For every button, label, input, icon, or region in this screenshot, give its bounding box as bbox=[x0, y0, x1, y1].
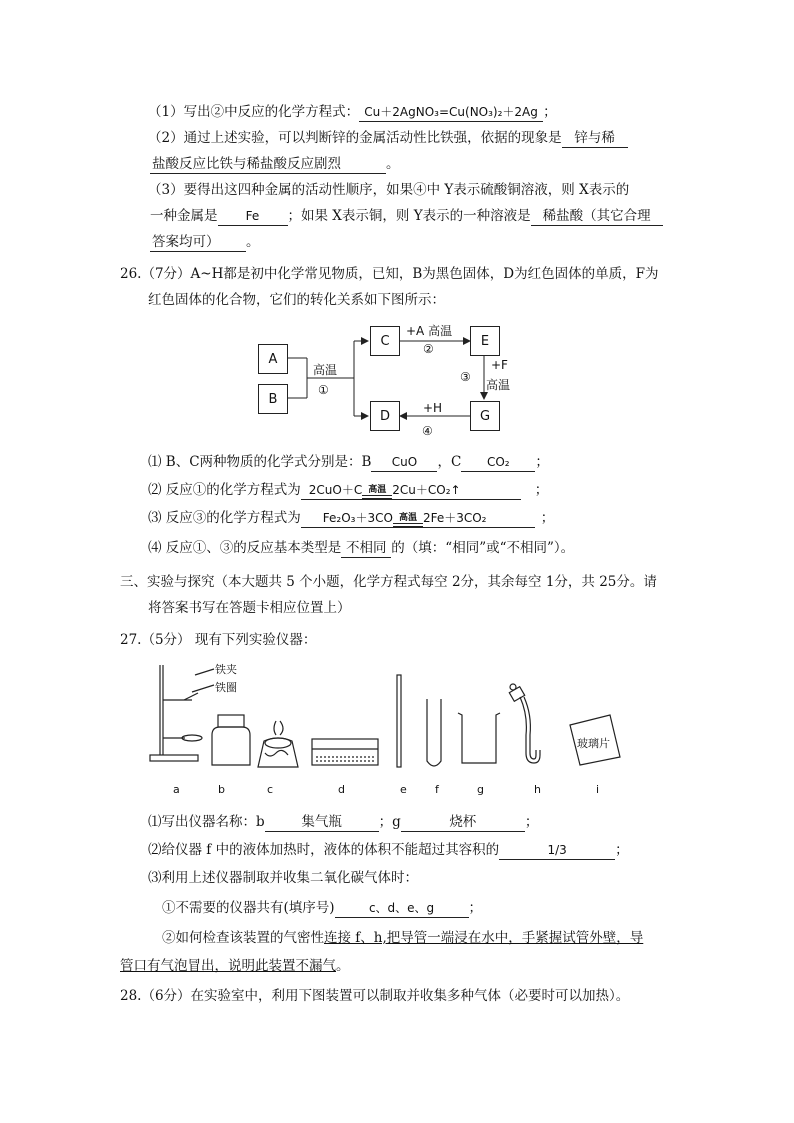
q27-intro: 27.（5分） 现有下列实验仪器： bbox=[120, 632, 317, 648]
letter-c: c bbox=[267, 783, 274, 796]
q25-p3-solution-answer-a: 稀盐酸（其它合理 bbox=[531, 207, 663, 226]
q26-sub2 bbox=[148, 480, 548, 500]
q25-p3-l2-prompt: 一种金属是 bbox=[150, 208, 218, 224]
q25-part2 bbox=[148, 128, 628, 148]
q27-s1-prompt: ⑴写出仪器名称：b bbox=[148, 814, 265, 830]
node-g: G bbox=[470, 401, 500, 431]
letter-f: f bbox=[435, 783, 439, 796]
letter-i: i bbox=[596, 783, 600, 796]
label-iron-ring: 铁圈 bbox=[215, 681, 237, 694]
eq3-cond-text: 高温 bbox=[398, 513, 417, 523]
r3-reactant: +F bbox=[491, 358, 508, 372]
q25-part2-cont bbox=[150, 154, 400, 174]
q26-intro-line2: 红色固体的化合物，它们的转化关系如下图所示： bbox=[148, 292, 445, 308]
node-a: A bbox=[258, 344, 288, 374]
eq3-right: 2Fe＋3CO₂ bbox=[422, 511, 487, 525]
node-b: B bbox=[258, 384, 288, 414]
q27-s3b-prompt: ②如何检查该装置的气密性 bbox=[162, 930, 324, 946]
q27-sub3b-cont bbox=[120, 956, 350, 976]
eq1-left: 2CuO＋C bbox=[308, 483, 363, 497]
q27-sub3a bbox=[162, 898, 482, 918]
q27-s2-prompt: ⑵给仪器 f 中的液体加热时，液体的体积不能超过其容积的 bbox=[148, 842, 500, 858]
letter-d: d bbox=[338, 783, 345, 796]
q25-p1-prompt: （1）写出②中反应的化学方程式： bbox=[148, 104, 360, 120]
q27-airtight-answer-a: 连接 f、h,把导管一端浸在水中，手紧握试管外壁，导 bbox=[324, 930, 644, 946]
q27-b-answer: 集气瓶 bbox=[265, 813, 379, 832]
section3-heading: 三、实验与探究（本大题共 5 个小题，化学方程式每空 2分，其余每空 1分，共 25分。请 bbox=[120, 574, 657, 590]
r2-number: ② bbox=[423, 342, 434, 356]
eq3-left: Fe₂O₃＋3CO bbox=[322, 511, 393, 525]
q26-sub4 bbox=[148, 538, 574, 558]
q27-unneeded-answer: c、d、e、g bbox=[335, 899, 469, 918]
q25-part3-line2 bbox=[150, 206, 663, 226]
q25-p3-l2-mid: ；如果 X表示铜，则 Y表示的一种溶液是 bbox=[287, 208, 531, 224]
q26-s1-mid: ，C bbox=[437, 454, 462, 470]
q28-intro: 28.（6分）在实验室中，利用下图装置可以制取并收集多种气体（必要时可以加热）。 bbox=[120, 988, 630, 1004]
letter-a: a bbox=[173, 783, 180, 796]
r2-condition: +A 高温 bbox=[406, 324, 453, 338]
q26-c-answer: CO₂ bbox=[461, 453, 535, 472]
letter-b: b bbox=[218, 783, 225, 796]
node-c: C bbox=[370, 326, 400, 356]
q27-sub1 bbox=[148, 812, 538, 832]
node-d: D bbox=[370, 401, 400, 431]
punct: 。 bbox=[336, 958, 350, 974]
r1-number: ① bbox=[318, 383, 329, 397]
q25-p3-metal-answer: Fe bbox=[218, 207, 288, 226]
r4-reactant: +H bbox=[423, 401, 443, 415]
eq1-condition bbox=[362, 485, 392, 499]
q27-s3a-prompt: ①不需要的仪器共有(填序号) bbox=[162, 900, 335, 916]
punct: ； bbox=[615, 842, 629, 858]
q25-p2-answer-b: 盐酸反应比铁与稀盐酸反应剧烈 bbox=[150, 155, 386, 174]
q27-volume-answer: 1/3 bbox=[499, 841, 615, 860]
q25-p3-prompt: （3）要得出这四种金属的活动性顺序，如果④中 Y表示硫酸铜溶液，则 X表示的 bbox=[148, 182, 630, 198]
punct: ； bbox=[534, 482, 549, 498]
r4-number: ④ bbox=[422, 424, 433, 438]
punct: 。 bbox=[246, 234, 260, 250]
q26-s3-prompt: ⑶ 反应③的化学方程式为 bbox=[148, 510, 301, 526]
r1-condition: 高温 bbox=[313, 363, 338, 377]
q27-s1-mid: ；g bbox=[378, 814, 401, 830]
letter-h: h bbox=[534, 783, 541, 796]
q26-sub3 bbox=[148, 508, 554, 528]
q26-s4-prompt: ⑷ 反应①、③的反应基本类型是 bbox=[148, 540, 342, 556]
punct: ； bbox=[468, 900, 483, 916]
q26-s4-post: 的（填：“相同”或“不相同”）。 bbox=[391, 540, 575, 556]
r3-condition: 高温 bbox=[486, 378, 511, 392]
q26-s2-prompt: ⑵ 反应①的化学方程式为 bbox=[148, 482, 301, 498]
q25-p2-answer-a: 锌与稀 bbox=[562, 129, 628, 148]
eq1-right: 2Cu＋CO₂↑ bbox=[392, 483, 461, 497]
q27-g-answer: 烧杯 bbox=[401, 813, 525, 832]
q27-apparatus-figure bbox=[140, 655, 650, 805]
punct: ； bbox=[543, 104, 557, 120]
q26-intro-line1: 26.（7分）A~H都是初中化学常见物质，已知，B为黑色固体，D为红色固体的单质，F为 bbox=[120, 266, 659, 282]
q27-sub2 bbox=[148, 840, 629, 860]
punct: ； bbox=[524, 814, 539, 830]
q25-part3-line3 bbox=[150, 232, 260, 252]
q26-sub1 bbox=[148, 452, 549, 472]
q25-p3-solution-answer-b: 答案均可） bbox=[150, 233, 246, 252]
punct: 。 bbox=[386, 156, 400, 172]
r3-number: ③ bbox=[460, 370, 471, 384]
label-glass-slide: 玻璃片 bbox=[577, 737, 610, 750]
q27-sub3b bbox=[162, 928, 643, 948]
q27-sub3: ⑶利用上述仪器制取并收集二氧化碳气体时： bbox=[148, 870, 418, 886]
q26-eq3-answer bbox=[301, 509, 535, 528]
q25-p1-answer: Cu＋2AgNO₃=Cu(NO₃)₂＋2Ag bbox=[359, 103, 543, 122]
punct: ； bbox=[540, 510, 555, 526]
label-iron-clamp: 铁夹 bbox=[215, 663, 237, 676]
eq3-condition bbox=[393, 513, 423, 527]
section3-heading-cont: 将答案书写在答题卡相应位置上） bbox=[148, 600, 351, 616]
eq1-cond-text: 高温 bbox=[368, 485, 387, 495]
apparatus-drawing bbox=[140, 655, 650, 805]
q26-type-answer: 不相同 bbox=[341, 539, 391, 558]
q26-s1-prompt: ⑴ B、C两种物质的化学式分别是：B bbox=[148, 454, 372, 470]
q27-airtight-answer-b: 管口有气泡冒出，说明此装置不漏气 bbox=[120, 958, 336, 974]
q26-eq1-answer bbox=[301, 481, 521, 500]
q26-b-answer: CuO bbox=[371, 453, 437, 472]
q25-part3 bbox=[148, 180, 629, 200]
q25-p2-prompt: （2）通过上述实验，可以判断锌的金属活动性比铁强，依据的现象是 bbox=[148, 130, 562, 146]
letter-e: e bbox=[400, 783, 407, 796]
letter-g: g bbox=[477, 783, 484, 796]
punct: ； bbox=[535, 454, 549, 470]
q25-part1 bbox=[148, 102, 557, 122]
node-e: E bbox=[470, 326, 500, 356]
